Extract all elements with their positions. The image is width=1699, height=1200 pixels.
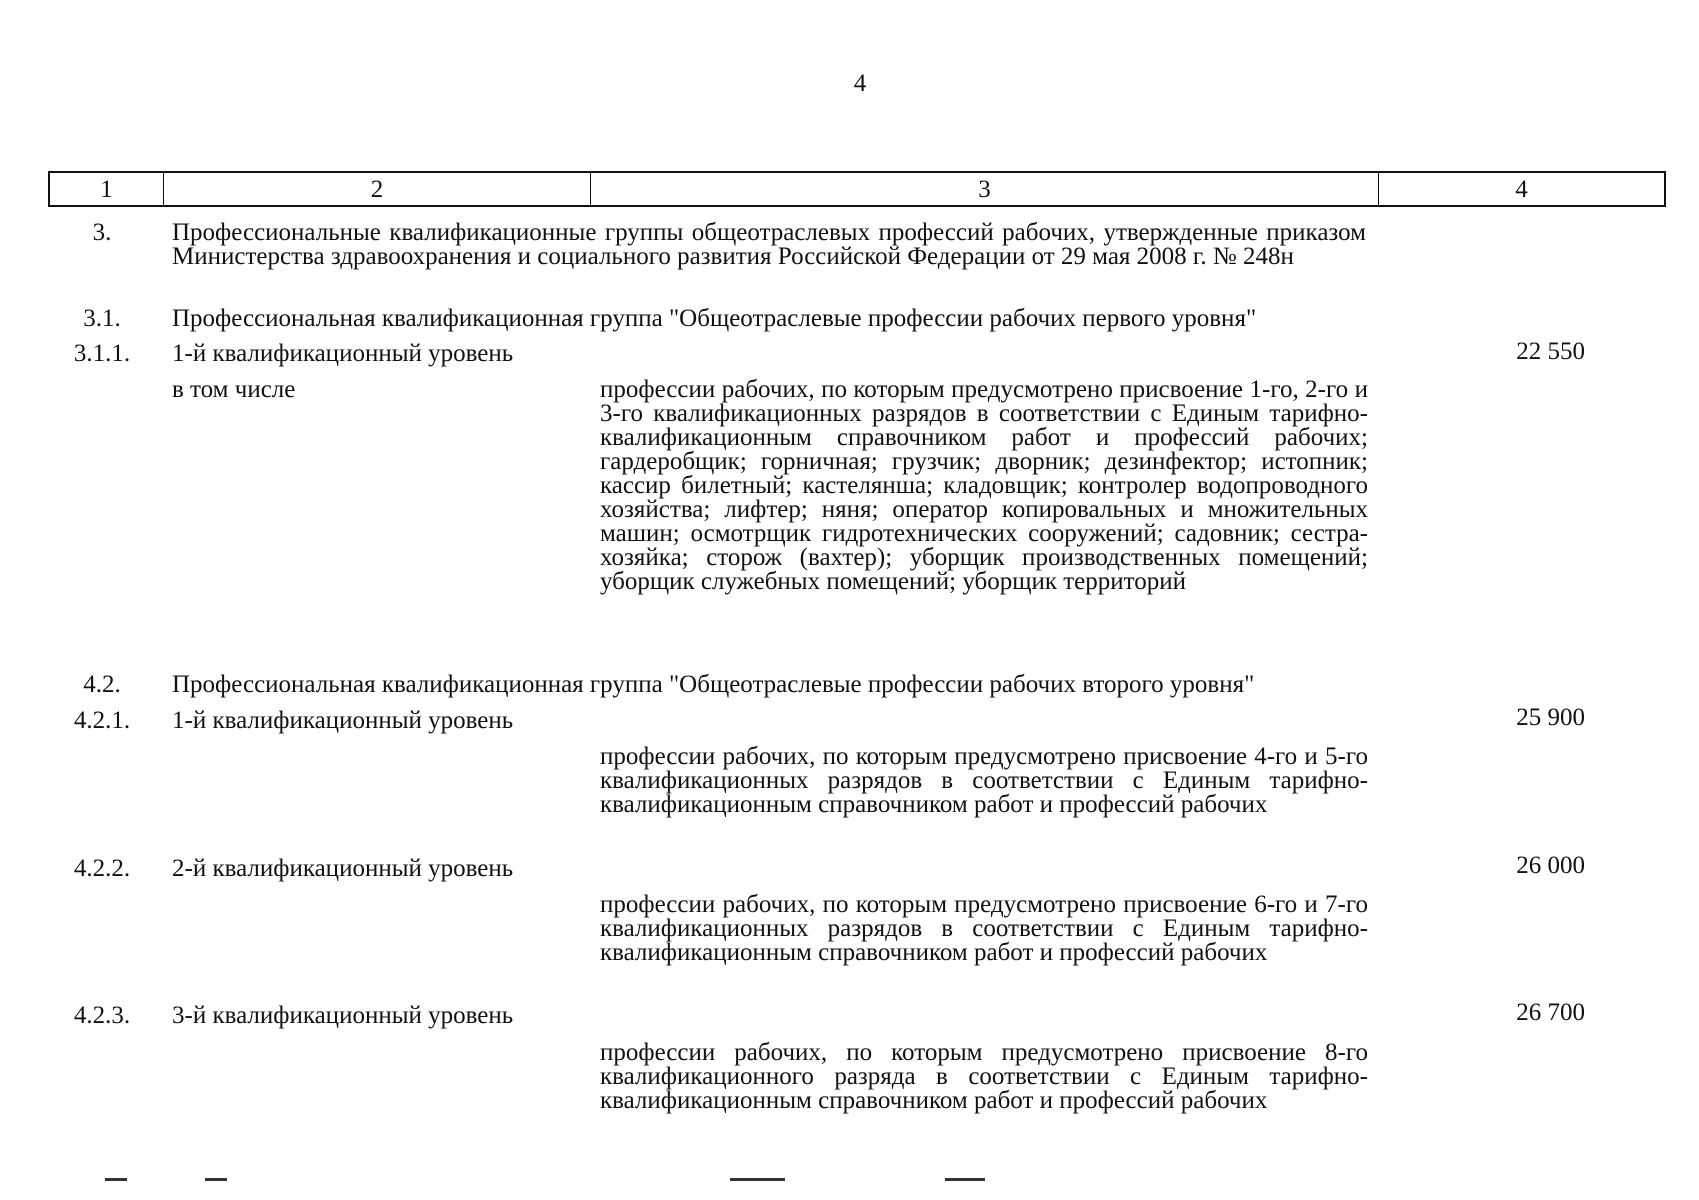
row-number: 3. [92, 219, 112, 246]
column-header-1: 1 [50, 173, 164, 205]
professions-detail: профессии рабочих, по которым предусмотрено присвоение 1-го, 2-го и 3-го квалификационных разрядов в соответствии с Единым тарифно-квалификационным справочником работ и профессий рабочих; гардеробщик; горничная; грузчик; дворник; дезинфектор; истопник; кассир билетный; кастелянша; кладовщик; контролер водопроводного хозяйства; лифтер; няня; оператор копировальных и множительных машин; осмотрщик гидротехнических сооружений; садовник; сестра-хозяйка; сторож (вахтер); уборщик производственных помещений; уборщик служебных помещений; уборщик территорий [600, 376, 1368, 595]
group-title: Профессиональная квалификационная группа "Общеотраслевые профессии рабочих первого уровня" [172, 305, 1257, 332]
level-title: 3-й квалификационный уровень [172, 1002, 514, 1029]
salary-value: 26 700 [1516, 999, 1585, 1026]
column-header-3: 3 [591, 173, 1379, 205]
salary-value: 22 550 [1516, 338, 1585, 365]
row-number: 3.1.1. [73, 340, 131, 367]
level-title: 1-й квалификационный уровень [172, 707, 514, 734]
scan-artifact [105, 1178, 127, 1181]
row-number: 4.2.2. [73, 855, 131, 882]
scan-artifact [945, 1178, 985, 1181]
including-label: в том числе [172, 376, 296, 403]
salary-value: 25 900 [1516, 704, 1585, 731]
section-title: Профессиональные квалификационные группы общеотраслевых профессий рабочих, утвержденные приказом Министерства здравоохранения и социального развития Российской Федерации от 29 мая 2008 г. № 248н [172, 219, 1366, 270]
salary-value: 26 000 [1516, 852, 1585, 879]
column-header-4: 4 [1515, 176, 1528, 203]
column-header-2: 2 [164, 173, 591, 205]
group-title: Профессиональная квалификационная группа "Общеотраслевые профессии рабочих второго уровня" [172, 671, 1255, 698]
scan-artifact [730, 1178, 785, 1181]
row-number: 4.2.1. [73, 707, 131, 734]
professions-detail: профессии рабочих, по которым предусмотрено присвоение 4-го и 5-го квалификационных разрядов в соответствии с Единым тарифно-квалификационным справочником работ и профессий рабочих [600, 743, 1368, 818]
professions-detail: профессии рабочих, по которым предусмотрено присвоение 8-го квалификационного разряда в соответствии с Единым тарифно-квалификационным справочником работ и профессий рабочих [600, 1039, 1368, 1114]
professions-detail: профессии рабочих, по которым предусмотрено присвоение 6-го и 7-го квалификационных разрядов в соответствии с Единым тарифно-квалификационным справочником работ и профессий рабочих [600, 891, 1368, 966]
row-number: 3.1. [83, 305, 121, 332]
column-header-row [48, 171, 1666, 207]
level-title: 1-й квалификационный уровень [172, 340, 514, 367]
row-number: 4.2. [83, 671, 121, 698]
level-title: 2-й квалификационный уровень [172, 855, 514, 882]
page-number: 4 [853, 70, 867, 97]
scan-artifact [205, 1178, 227, 1181]
row-number: 4.2.3. [73, 1002, 131, 1029]
